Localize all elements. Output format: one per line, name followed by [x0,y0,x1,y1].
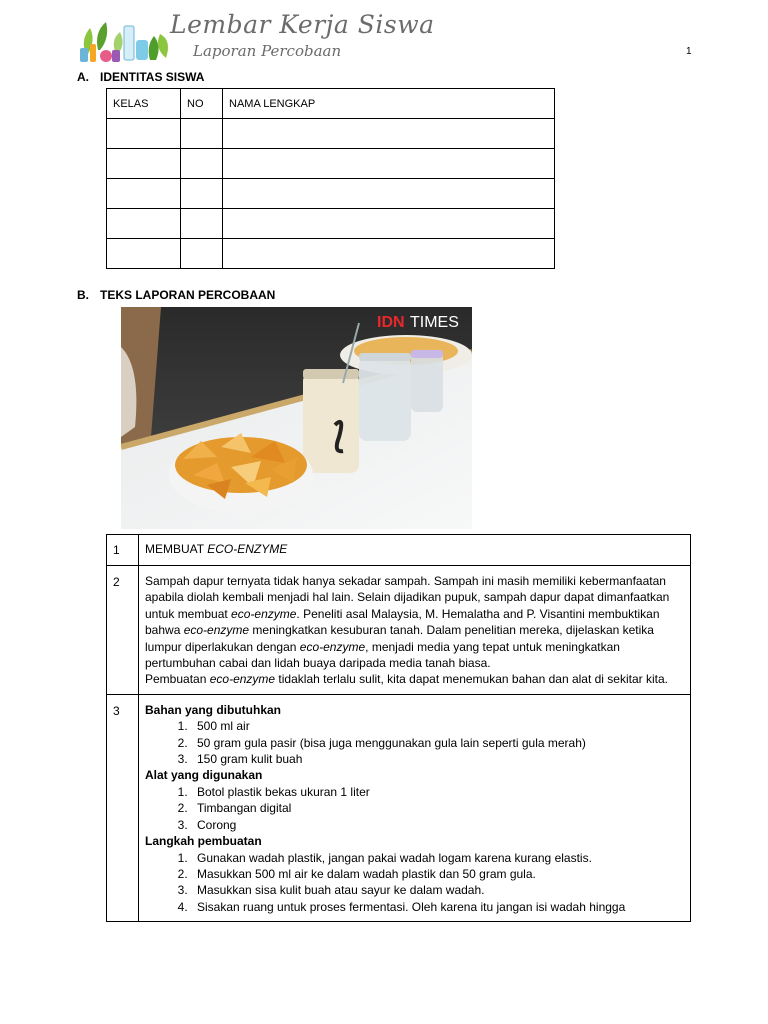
section-b-number: B. [77,288,89,302]
eco-enzyme-photo [121,307,472,529]
list-item: 3. Corong [191,817,684,833]
identity-row [107,209,555,239]
list-item: 2. Timbangan digital [191,800,684,816]
alat-heading: Alat yang digunakan [145,768,263,783]
cell-nama[interactable] [223,239,555,269]
row-number: 2 [107,566,139,695]
section-b-title [77,288,275,302]
section-b-label: TEKS LAPORAN PERCOBAAN [100,288,276,302]
list-item: 1. Botol plastik bekas ukuran 1 liter [191,784,684,800]
bahan-list [145,718,684,767]
intro-text [139,566,691,695]
column-header-no: NO [181,89,223,119]
cell-nama[interactable] [223,209,555,239]
list-item: 3. Masukkan sisa kulit buah atau sayur ke dalam wadah. [191,882,684,898]
list-item: 3. 150 gram kulit buah [191,751,684,767]
cell-nama[interactable] [223,179,555,209]
identity-table [106,88,555,269]
report-title [139,535,691,566]
report-table [106,534,691,922]
cell-nama[interactable] [223,119,555,149]
page-number: 1 [686,46,692,57]
cell-kelas[interactable] [107,149,181,179]
intro-paragraph-1: Sampah dapur ternyata tidak hanya sekadar sampah. Sampah ini masih memiliki kebermanfaatan apabila diolah kembali menjadi hal lain. Selain dijadikan pupuk, sampah dapur dapat dimanfaatkan untuk membuat eco-enzyme. Peneliti asal Malaysia, M. Hemalatha and P. Visantini membuktikan bahwa eco-enzyme meningkatkan kesuburan tanah. Dalam penelitian mereka, dijelaskan ketika lumpur diperlakukan dengan eco-enzyme, menjadi media yang tepat untuk meningkatkan pertumbuhan cabai dan lidah buaya daripada media tanah biasa. [145,574,670,671]
cell-nama[interactable] [223,149,555,179]
column-header-kelas: KELAS [107,89,181,119]
langkah-heading: Langkah pembuatan [145,834,262,849]
list-item: 2. 50 gram gula pasir (bisa juga menggunakan gula lain seperti gula merah) [191,735,684,751]
identity-header-row [107,89,555,119]
list-item: 1. 500 ml air [191,718,684,734]
list-item: 2. Masukkan 500 ml air ke dalam wadah plastik dan 50 gram gula. [191,866,684,882]
cell-no[interactable] [181,119,223,149]
header-subtitle: Laporan Percobaan [193,42,342,60]
cell-no[interactable] [181,239,223,269]
method-text [139,694,691,921]
list-item: 4. Sisakan ruang untuk proses fermentasi. Oleh karena itu jangan isi wadah hingga [191,899,684,915]
report-row-intro [107,566,691,695]
header-title: Lembar Kerja Siswa [170,10,435,39]
report-title-prefix: MEMBUAT [145,542,208,556]
list-item: 1. Gunakan wadah plastik, jangan pakai wadah logam karena kurang elastis. [191,850,684,866]
identity-row [107,119,555,149]
intro-paragraph-2: Pembuatan eco-enzyme tidaklah terlalu sulit, kita dapat menemukan bahan dan alat di sekitar kita. [145,672,668,687]
identity-row [107,179,555,209]
report-row-title [107,535,691,566]
cell-kelas[interactable] [107,239,181,269]
identity-row [107,149,555,179]
section-a-label: IDENTITAS SISWA [100,70,205,84]
watermark-bold: IDN [377,314,405,331]
alat-list [145,784,684,833]
column-header-nama: NAMA LENGKAP [223,89,555,119]
bahan-heading: Bahan yang dibutuhkan [145,702,282,717]
section-a-title [77,70,204,84]
report-title-emphasis: ECO-ENZYME [207,542,288,556]
watermark-rest: TIMES [410,314,459,331]
cell-no[interactable] [181,209,223,239]
cell-kelas[interactable] [107,119,181,149]
cell-kelas[interactable] [107,179,181,209]
row-number: 1 [107,535,139,566]
cell-no[interactable] [181,179,223,209]
langkah-list [145,850,684,916]
report-row-method [107,694,691,921]
cell-kelas[interactable] [107,209,181,239]
cell-no[interactable] [181,149,223,179]
section-a-number: A. [77,70,89,84]
row-number: 3 [107,694,139,921]
identity-row [107,239,555,269]
